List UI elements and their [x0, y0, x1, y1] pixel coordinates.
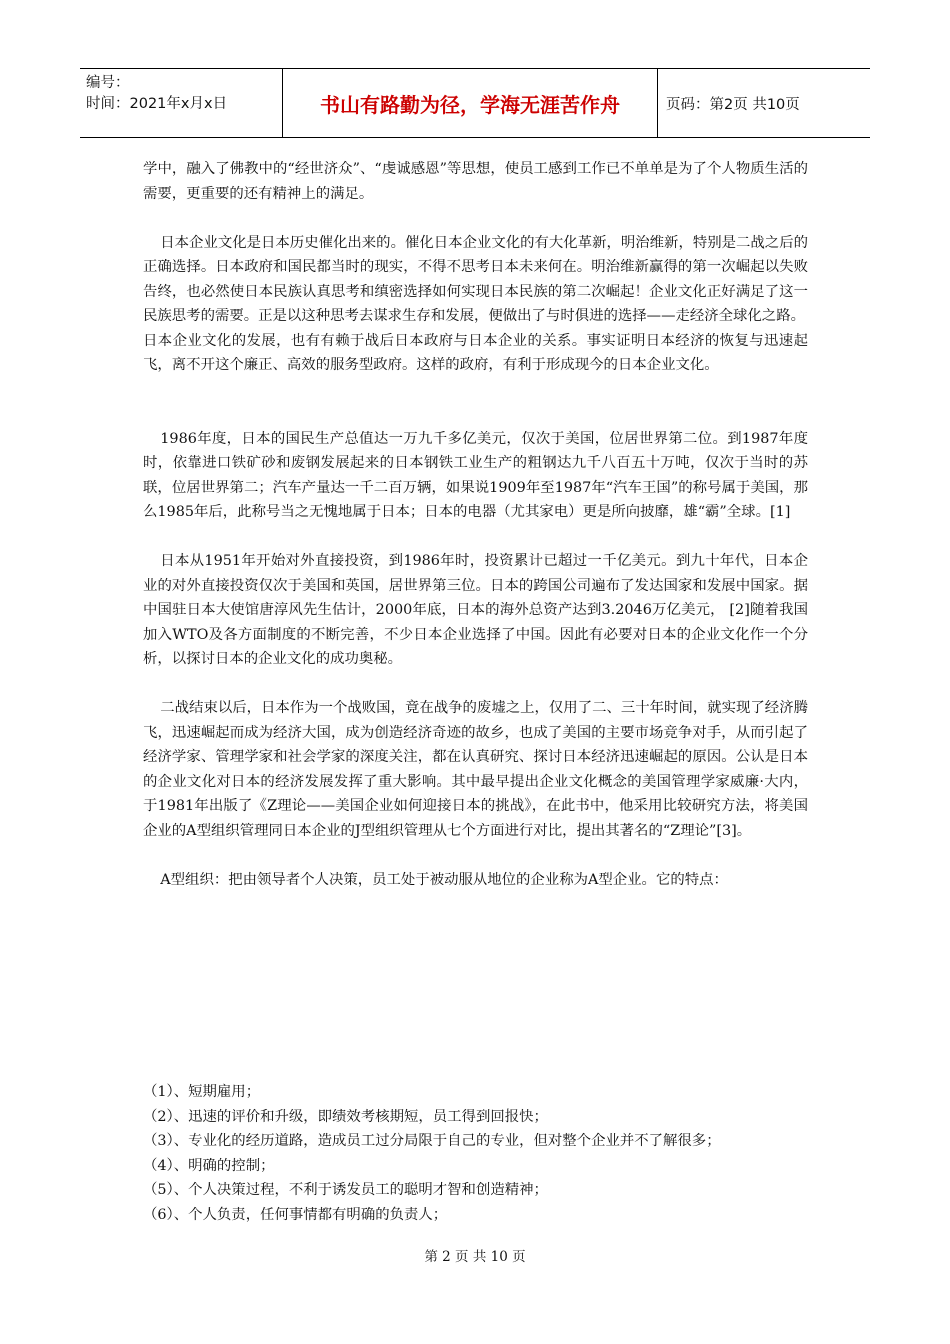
- page-header: [80, 68, 870, 138]
- list-item: （1）、短期雇用；: [143, 1084, 261, 1100]
- header-number-label: 编号：: [86, 75, 130, 91]
- paragraph: 日本从1951年开始对外直接投资，到1986年时，投资累计已超过一千亿美元。到九十年代，日本企业的对外直接投资仅次于美国和英国，居世界第三位。日本的跨国公司遍布了发达国家和发展中国家。据中国驻日本大使馆唐淳风先生估计，2000年底，日本的海外总资产达到3.2046万亿美元， [2]随着我国加入WTO及各方面制度的不断完善，不少日本企业选择了中国。因此有必要对日本的企业文化作一个分析，以探讨日本的企业文化的成功奥秘。: [143, 553, 808, 667]
- header-date-label: 时间：2021年x月x日: [86, 96, 228, 112]
- list-item: （6）、个人负责，任何事情都有明确的负责人；: [143, 1206, 448, 1223]
- paragraph: 1986年度，日本的国民生产总值达一万九千多亿美元，仅次于美国，位居世界第二位。到1987年度时，依靠进口铁矿砂和废钢发展起来的日本钢铁工业生产的粗钢达九千八百五十万吨，仅次于当时的苏联，位居世界第二；汽车产量达一千二百万辆，如果说1909年至1987年“汽车王国”的称号属于美国，那么1985年后，此称号当之无愧地属于日本；日本的电器（尤其家电）更是所向披靡，雄“霸”全球。[1]: [143, 430, 808, 520]
- list-item: （2）、迅速的评价和升级，即绩效考核期短，员工得到回报快；: [143, 1108, 548, 1125]
- paragraph: 日本企业文化是日本历史催化出来的。催化日本企业文化的有大化革新，明治维新，特别是二战之后的正确选择。日本政府和国民都当时的现实，不得不思考日本未来何在。明治维新赢得的第一次崛起以失败告终，也必然使日本民族认真思考和缜密选择如何实现日本民族的第二次崛起！企业文化正好满足了这一民族思考的需要。正是以这种思考去谋求生存和发展，便做出了与时俱进的选择——走经济全球化之路。: [143, 234, 808, 324]
- document-body: [143, 157, 808, 892]
- list-item: （3）、专业化的经历道路，造成员工过分局限于自己的专业，但对整个企业并不了解很多；: [143, 1133, 721, 1149]
- paragraph: A型组织：把由领导者个人决策，员工处于被动服从地位的企业称为A型企业。它的特点：: [160, 871, 728, 888]
- list-item: （5）、个人决策过程，不利于诱发员工的聪明才智和创造精神；: [143, 1182, 548, 1198]
- page-footer: 第 2 页 共 10 页: [424, 1249, 526, 1265]
- header-meta: [80, 69, 283, 137]
- paragraph: 二战结束以后，日本作为一个战败国，竟在战争的废墟之上，仅用了二、三十年时间，就实现了经济腾飞，迅速崛起而成为经济大国，成为创造经济奇迹的故乡，也成了美国的主要市场竞争对手，从而引起了经济学家、管理学家和社会学家的深度关注，都在认真研究、探讨日本经济迅速崛起的原因。公认是日本的企业文化对日本的经济发展发挥了重大影响。其中最早提出企业文化概念的美国管理学家威廉·大内，于1981年出版了《Z理论——美国企业如何迎接日本的挑战》，在此书中，他采用比较研究方法，将美国企业的A型组织管理同日本企业的J型组织管理从七个方面进行对比，提出其著名的“Z理论”[3]。: [143, 700, 808, 839]
- paragraph: 日本企业文化的发展，也有有赖于战后日本政府与日本企业的关系。事实证明日本经济的恢复与迅速起飞，离不开这个廉正、高效的服务型政府。这样的政府，有利于形成现今的日本企业文化。: [143, 332, 808, 373]
- a-type-feature-list: [143, 1080, 833, 1227]
- header-page-label: 页码：第2页 共10页: [666, 96, 800, 113]
- list-item: （4）、明确的控制；: [143, 1157, 275, 1174]
- paragraph: 学中，融入了佛教中的“经世济众”、“虔诚感恩”等思想，使员工感到工作已不单单是为了个人物质生活的需要，更重要的还有精神上的满足。: [143, 161, 808, 202]
- header-motto: 书山有路勤为径，学海无涯苦作舟: [283, 69, 658, 137]
